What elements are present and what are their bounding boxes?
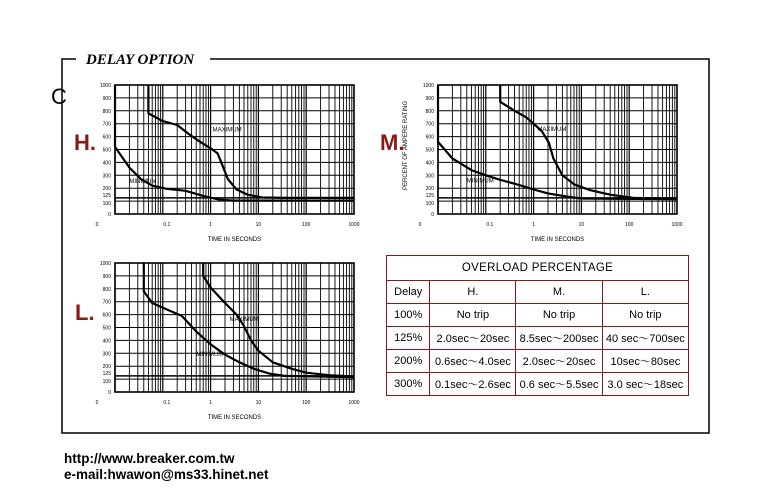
min-curve-label: MINIMUM xyxy=(129,179,157,186)
y-tick-label: 0 xyxy=(431,212,434,218)
table-cell: 40 sec～700sec xyxy=(602,327,688,350)
chart-l-letter: L. xyxy=(75,300,95,325)
y-tick-label: 500 xyxy=(102,325,111,332)
footer-url[interactable]: http://www.breaker.com.tw xyxy=(64,451,235,466)
svg-text:PERCENT OF AMPERE RATING: PERCENT OF AMPERE RATING xyxy=(403,100,409,190)
y-tick-label: 125 xyxy=(425,192,434,199)
table-cell: 2.0sec～20sec xyxy=(430,327,516,350)
x-axis-label: TIME IN SECONDS xyxy=(207,415,262,421)
chart-m-letter: M. xyxy=(380,130,405,155)
y-tick-label: 100 xyxy=(102,379,111,386)
max-curve-label: MAXIMUM xyxy=(212,127,242,134)
table-cell: 0.1sec～2.6sec xyxy=(430,373,516,396)
y-tick-label: 900 xyxy=(102,95,111,102)
table-cell: 300% xyxy=(387,373,430,396)
y-tick-label: 200 xyxy=(102,364,111,371)
x-tick-label: 100 xyxy=(302,400,311,406)
x-tick-label: 0.1 xyxy=(163,222,171,228)
table-cell: 100% xyxy=(387,304,430,327)
x-tick-label: 0 xyxy=(95,222,99,228)
y-tick-label: 1000 xyxy=(99,261,111,267)
y-tick-label: 0 xyxy=(108,212,111,218)
min-curve-label: MINIMUM xyxy=(466,178,494,185)
y-tick-label: 800 xyxy=(102,108,111,115)
y-tick-label: 700 xyxy=(102,121,111,128)
max-curve xyxy=(500,85,677,199)
header-h: H. xyxy=(430,281,516,304)
y-tick-label: 900 xyxy=(102,273,111,280)
x-tick-label: 100 xyxy=(302,222,311,228)
y-tick-label: 100 xyxy=(102,201,111,208)
chart-h xyxy=(95,80,365,250)
x-axis-label: TIME IN SECONDS xyxy=(530,237,585,243)
y-tick-label: 125 xyxy=(102,370,111,377)
y-tick-label: 600 xyxy=(425,134,434,141)
y-tick-label: 1000 xyxy=(99,83,111,89)
x-tick-label: 10 xyxy=(255,222,262,228)
chart-h-letter: H. xyxy=(74,130,96,155)
min-curve-label: MINIMUM xyxy=(196,351,224,358)
max-curve-label: MAXIMUM xyxy=(537,126,567,133)
y-tick-label: 600 xyxy=(102,134,111,141)
y-axis-label xyxy=(397,82,411,192)
y-tick-label: 600 xyxy=(102,312,111,319)
table-cell: 8.5sec～200sec xyxy=(516,327,602,350)
y-tick-label: 900 xyxy=(425,95,434,102)
y-tick-label: 500 xyxy=(102,147,111,154)
table-cell: 3.0 sec～18sec xyxy=(602,373,688,396)
y-tick-label: 1000 xyxy=(422,83,434,89)
x-tick-label: 0.1 xyxy=(163,400,171,406)
table-header-row xyxy=(387,281,689,304)
x-axis-label: TIME IN SECONDS xyxy=(207,237,262,243)
y-tick-label: 200 xyxy=(425,186,434,193)
y-tick-label: 200 xyxy=(102,186,111,193)
x-tick-label: 1000 xyxy=(671,222,683,228)
x-tick-label: 1 xyxy=(532,222,535,228)
x-tick-label: 0 xyxy=(418,222,422,228)
header-m: M. xyxy=(516,281,602,304)
footer-email[interactable]: e-mail:hwawon@ms33.hinet.net xyxy=(64,467,269,482)
table-cell: 200% xyxy=(387,350,430,373)
chart-l xyxy=(95,258,365,428)
x-tick-label: 100 xyxy=(625,222,634,228)
section-title: DELAY OPTION xyxy=(82,52,198,69)
y-tick-label: 800 xyxy=(102,286,111,293)
table-row xyxy=(387,304,689,327)
y-tick-label: 0 xyxy=(108,390,111,396)
table-row xyxy=(387,373,689,396)
chart-m xyxy=(418,80,688,250)
table-row xyxy=(387,350,689,373)
x-tick-label: 10 xyxy=(578,222,585,228)
y-tick-label: 100 xyxy=(425,201,434,208)
y-tick-label: 400 xyxy=(425,160,434,167)
header-delay: Delay xyxy=(387,281,430,304)
table-cell: No trip xyxy=(516,304,602,327)
y-tick-label: 125 xyxy=(102,192,111,199)
x-tick-label: 1 xyxy=(209,222,212,228)
x-tick-label: 1000 xyxy=(348,222,360,228)
table-cell: 0.6 sec～5.5sec xyxy=(516,373,602,396)
x-tick-label: 1 xyxy=(209,400,212,406)
table-row xyxy=(387,327,689,350)
table-title: OVERLOAD PERCENTAGE xyxy=(387,256,689,281)
max-curve-label: MAXIMUM xyxy=(229,317,259,324)
header-l: L. xyxy=(602,281,688,304)
y-tick-label: 500 xyxy=(425,147,434,154)
table-cell: 125% xyxy=(387,327,430,350)
x-tick-label: 10 xyxy=(255,400,262,406)
y-tick-label: 300 xyxy=(425,173,434,180)
table-cell: 10sec～80sec xyxy=(602,350,688,373)
overload-table xyxy=(386,255,689,397)
table-cell: 2.0sec～20sec xyxy=(516,350,602,373)
y-tick-label: 300 xyxy=(102,173,111,180)
y-tick-label: 400 xyxy=(102,160,111,167)
table-cell: 0.6sec～4.0sec xyxy=(430,350,516,373)
table-cell: No trip xyxy=(602,304,688,327)
y-tick-label: 700 xyxy=(102,299,111,306)
x-tick-label: 1000 xyxy=(348,400,360,406)
max-curve xyxy=(203,263,354,377)
table-cell: No trip xyxy=(430,304,516,327)
y-tick-label: 800 xyxy=(425,108,434,115)
y-tick-label: 700 xyxy=(425,121,434,128)
x-tick-label: 0 xyxy=(95,400,99,406)
y-tick-label: 400 xyxy=(102,338,111,345)
corner-letter: C xyxy=(51,84,67,109)
x-tick-label: 0.1 xyxy=(486,222,494,228)
y-tick-label: 300 xyxy=(102,351,111,358)
